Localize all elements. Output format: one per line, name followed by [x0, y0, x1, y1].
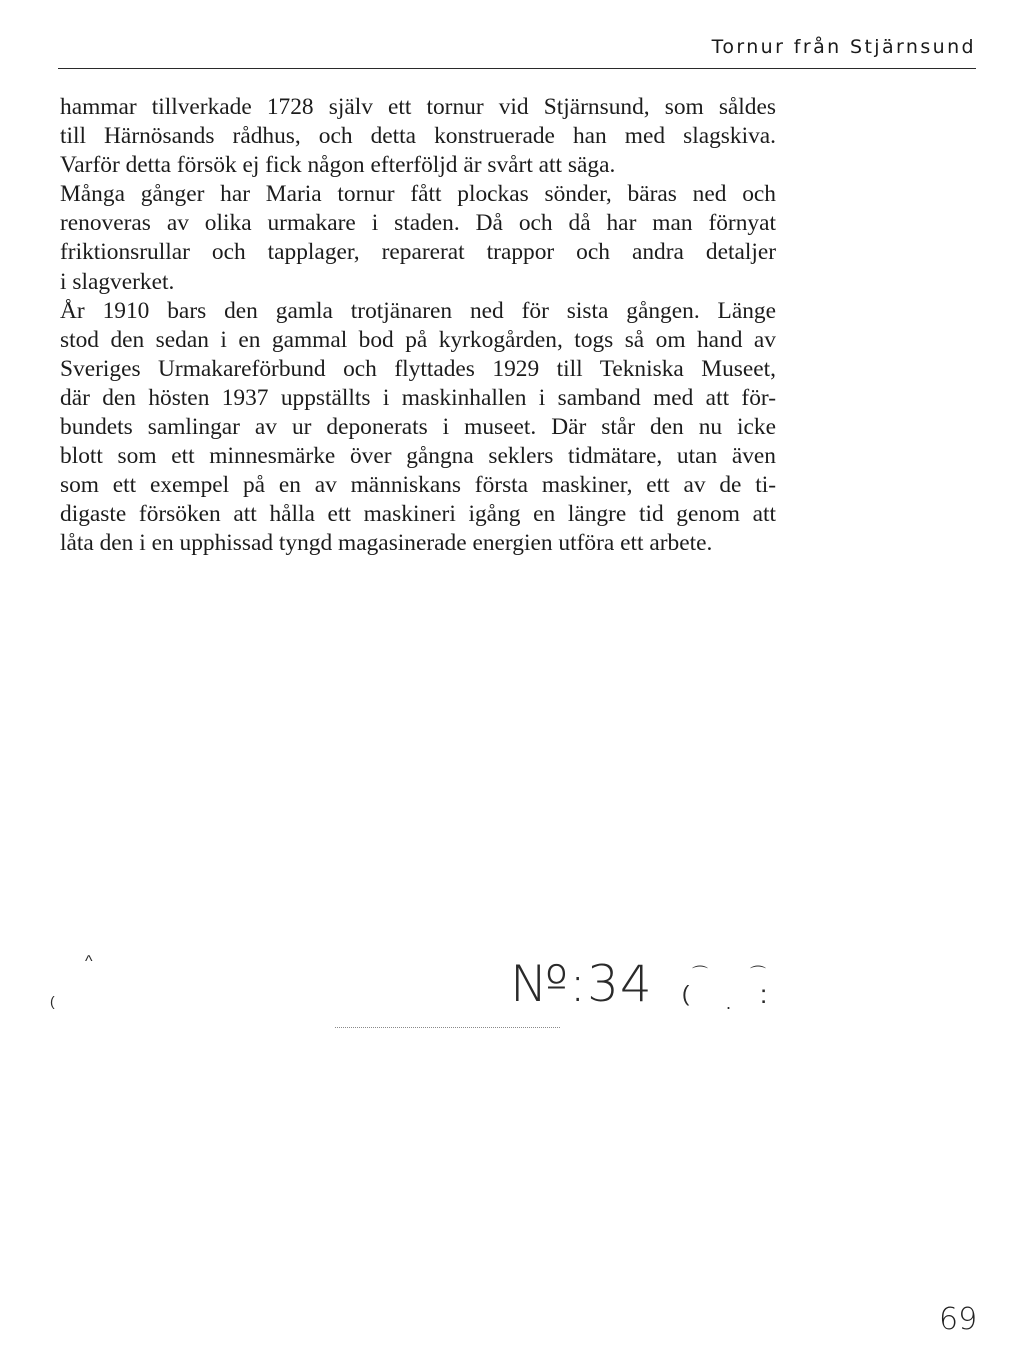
text-line: låta den i en upphissad tyngd magasinerade energien utföra ett arbete. [60, 530, 713, 557]
stamp-number: №:34 [510, 955, 653, 1013]
text-line: renoveras av olika urmakare i staden. Då och då har man förnyat [60, 210, 776, 237]
stamp-mark: ( [682, 981, 690, 1006]
header-rule [58, 68, 976, 69]
text-line: bundets samlingar av ur deponerats i museet. Där står den nu icke [60, 414, 776, 441]
text-line: till Härnösands rådhus, och detta konstruerade han med slagskiva. [60, 123, 776, 150]
stamp-mark: ⌒ [692, 966, 709, 983]
running-head-title: Tornur från Stjärnsund [711, 36, 976, 58]
text-line: som ett exempel på en av människans första maskiner, ett av de ti- [60, 472, 776, 499]
text-line: Många gånger har Maria tornur fått plockas sönder, bäras ned och [60, 181, 776, 208]
stamp-mark: ⌒ [750, 966, 767, 983]
text-line: Sveriges Urmakareförbund och flyttades 1929 till Tekniska Museet, [60, 355, 776, 382]
text-line: där den hösten 1937 uppställts i maskinhallen i samband med att för- [60, 384, 776, 411]
stamp-mark: ( [50, 993, 55, 1009]
stamp-mark: ^ [85, 953, 93, 970]
body-text [60, 93, 776, 559]
text-line: År 1910 bars den gamla trotjänaren ned för sista gången. Länge [60, 297, 776, 324]
text-line: digaste försöken att hålla ett maskineri igång en längre tid genom att [60, 501, 776, 528]
text-line: friktionsrullar och tapplager, reparerat trappor och andra detaljer [60, 239, 776, 266]
stamp-mark: . [726, 993, 732, 1013]
stamp-mark: : [760, 979, 768, 1009]
text-line: stod den sedan i en gammal bod på kyrkogården, togs så om hand av [60, 326, 776, 353]
catalog-stamp [50, 955, 790, 1035]
dotted-line [335, 1027, 560, 1028]
text-line: hammar tillverkade 1728 själv ett tornur vid Stjärnsund, som såldes [60, 94, 776, 120]
page-number: 69 [939, 1302, 978, 1337]
text-line: i slagverket. [60, 268, 175, 295]
text-line: Varför detta försök ej fick någon efterföljd är svårt att säga. [60, 152, 616, 179]
text-line: blott som ett minnesmärke över gångna seklers tidmätare, utan även [60, 443, 776, 470]
